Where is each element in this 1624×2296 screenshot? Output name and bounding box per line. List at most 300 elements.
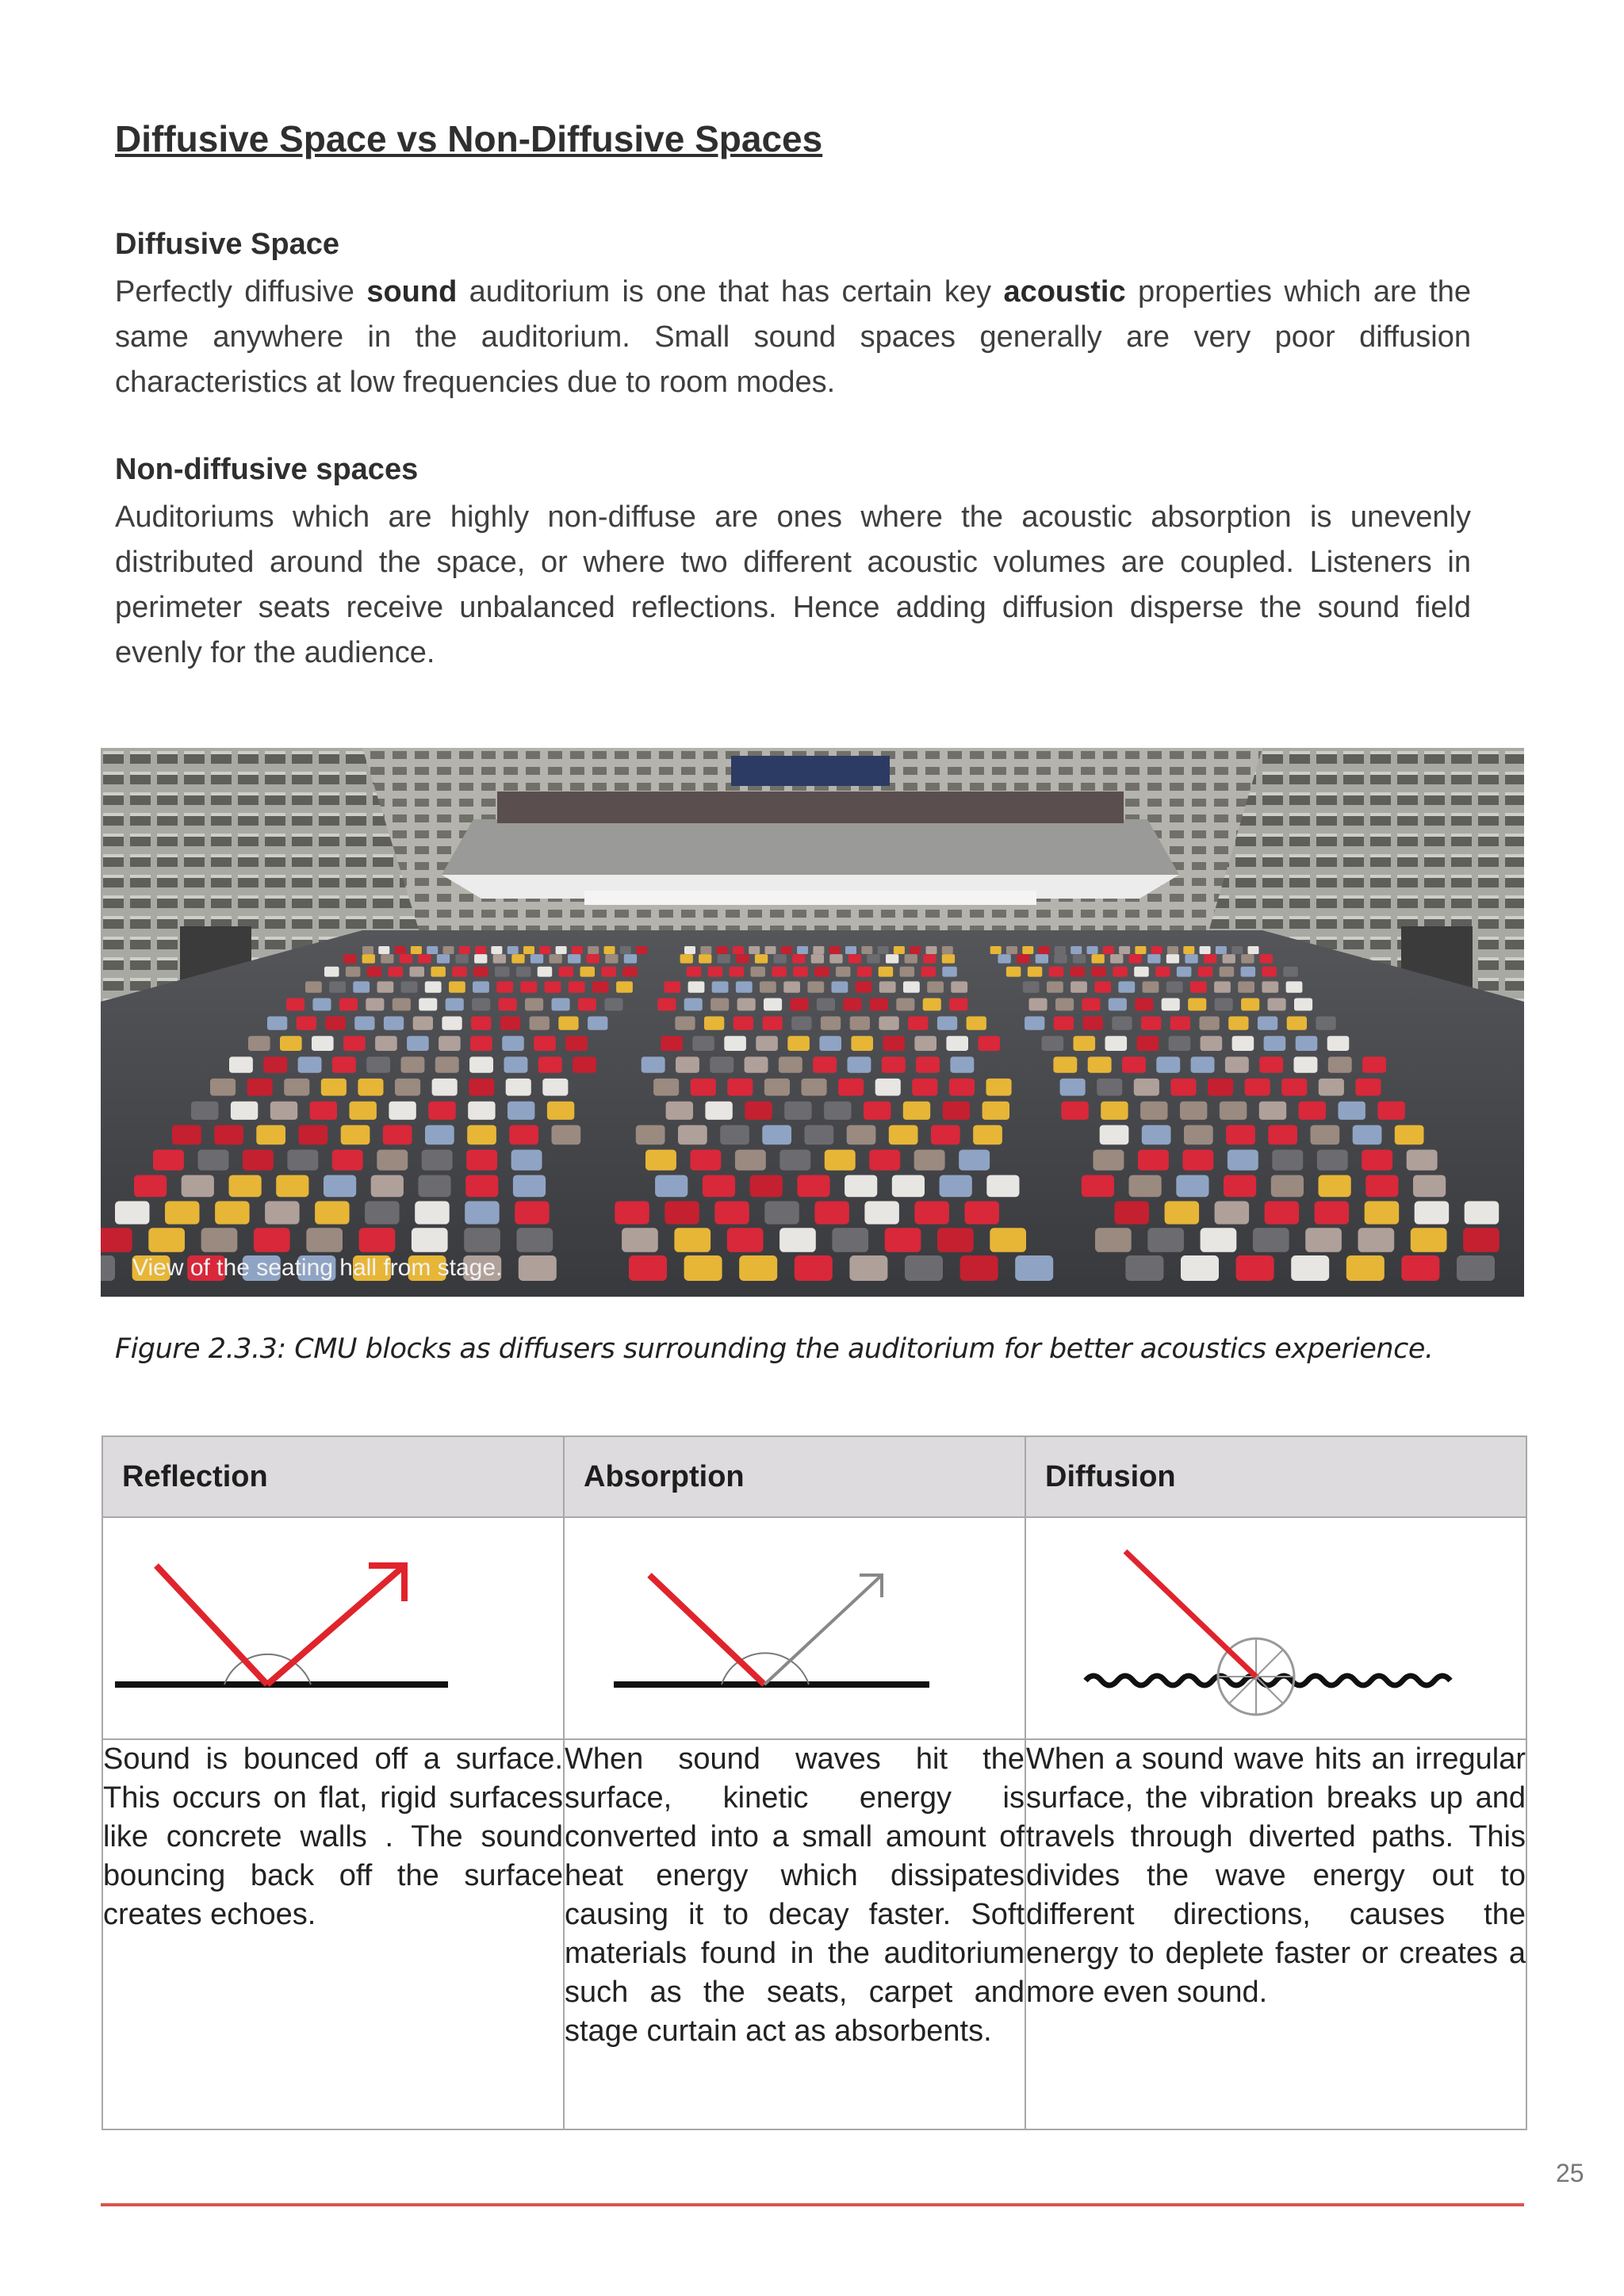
seat — [1291, 1255, 1329, 1281]
seat — [717, 946, 728, 954]
seat — [733, 1017, 753, 1030]
seat — [1155, 967, 1170, 977]
seat — [1225, 1056, 1249, 1072]
seat — [1236, 1255, 1274, 1281]
seat — [339, 999, 358, 1011]
seat — [428, 1102, 455, 1120]
seat — [1129, 1175, 1162, 1198]
seat — [115, 1202, 150, 1225]
seat — [542, 1079, 568, 1096]
seat — [1259, 1056, 1283, 1072]
seat — [1268, 999, 1286, 1011]
seat — [885, 1228, 921, 1252]
seat — [1042, 1036, 1064, 1051]
seat — [523, 946, 534, 954]
seat — [843, 999, 861, 1011]
seat — [1228, 1017, 1248, 1030]
seat — [1047, 981, 1063, 992]
seat — [1147, 1228, 1184, 1252]
seat — [470, 1036, 492, 1051]
seat — [653, 1079, 679, 1096]
seat — [795, 1255, 833, 1281]
seat — [892, 1175, 925, 1198]
seat — [704, 1017, 724, 1030]
seat — [737, 999, 756, 1011]
seat — [456, 954, 469, 964]
seat — [1100, 1125, 1129, 1145]
seat — [165, 1202, 200, 1225]
seat — [552, 1125, 581, 1145]
seat — [425, 1125, 454, 1145]
seat — [1036, 954, 1048, 964]
seat — [572, 946, 583, 954]
seat — [1216, 946, 1227, 954]
absorption-description: When sound waves hit the surface, kinetic energy is converted into a small amount of heat energy which dissipates causing it to decay faster. Soft materials found in the auditorium such as the seats, carpet and stage curtain act as absorbents. — [564, 1739, 1025, 2129]
seat — [1122, 1056, 1146, 1072]
seat — [464, 1228, 500, 1252]
seat — [1025, 1017, 1044, 1030]
seat — [569, 981, 585, 992]
seat — [1028, 967, 1043, 977]
seat — [329, 981, 346, 992]
seat — [469, 1056, 493, 1072]
seat — [857, 967, 872, 977]
seat — [797, 1175, 829, 1198]
seat — [1241, 967, 1256, 977]
seat — [791, 1017, 811, 1030]
seat — [1231, 946, 1243, 954]
seat — [1156, 1056, 1180, 1072]
seat — [1006, 967, 1021, 977]
seat — [500, 1017, 520, 1030]
absorption-diagram-cell — [564, 1517, 1025, 1739]
seat — [1190, 981, 1207, 992]
seat — [1087, 946, 1098, 954]
seat — [1260, 954, 1273, 964]
seat — [1315, 1202, 1350, 1225]
seat — [1362, 1056, 1386, 1072]
seat — [1113, 967, 1128, 977]
seat — [779, 1150, 810, 1171]
seat — [878, 946, 889, 954]
seat — [783, 981, 800, 992]
seat — [1134, 1079, 1159, 1096]
seat — [894, 946, 905, 954]
seat — [1208, 1079, 1233, 1096]
seat — [1125, 1255, 1163, 1281]
seat — [727, 1079, 753, 1096]
seat — [1082, 1175, 1114, 1198]
seat — [298, 1056, 322, 1072]
seat — [942, 946, 953, 954]
seat — [346, 967, 361, 977]
seat — [375, 1036, 397, 1051]
seat — [896, 999, 914, 1011]
seat — [1204, 954, 1216, 964]
seat — [967, 1017, 986, 1030]
seat — [1137, 1036, 1159, 1051]
seat — [315, 1202, 350, 1225]
seat — [366, 999, 384, 1011]
seat — [371, 1175, 404, 1198]
seat — [474, 954, 487, 964]
seat — [1129, 954, 1142, 964]
seat — [418, 954, 431, 964]
seat — [415, 1202, 450, 1225]
seat — [1061, 1102, 1088, 1120]
seat — [538, 1056, 562, 1072]
seat — [916, 1056, 940, 1072]
seat — [1262, 967, 1277, 977]
photo-overlay-caption: View of the seating hall from stage. — [132, 1255, 503, 1281]
seat — [680, 954, 693, 964]
seat — [449, 981, 465, 992]
seat — [792, 954, 805, 964]
seat — [736, 981, 753, 992]
seat — [389, 967, 404, 977]
seat — [362, 946, 373, 954]
seat — [1245, 1079, 1270, 1096]
seat — [684, 999, 703, 1011]
seat — [511, 1150, 542, 1171]
seat — [712, 981, 729, 992]
seat — [263, 1056, 287, 1072]
seat — [949, 999, 967, 1011]
seat — [520, 981, 537, 992]
seat — [750, 1175, 783, 1198]
seat — [751, 967, 766, 977]
seat — [1118, 981, 1135, 992]
seat — [676, 1056, 699, 1072]
seat — [354, 1017, 374, 1030]
seat — [674, 1228, 710, 1252]
seat — [299, 1125, 328, 1145]
seat — [1092, 954, 1105, 964]
seat — [1134, 967, 1149, 977]
seat — [1463, 1228, 1500, 1252]
seat — [710, 999, 729, 1011]
reflection-description: Sound is bounced off a surface. This occurs on flat, rigid surfaces like concrete walls . The sound bouncing back off the surface creates echoes. — [102, 1739, 564, 2129]
seat — [1023, 981, 1040, 992]
seat — [1220, 967, 1235, 977]
seat — [1055, 999, 1074, 1011]
seat — [1074, 1036, 1096, 1051]
seat — [215, 1202, 250, 1225]
seat — [931, 1125, 960, 1145]
seat — [1151, 946, 1162, 954]
seat — [1294, 1056, 1318, 1072]
seat — [401, 1056, 425, 1072]
seat — [401, 981, 418, 992]
seat — [395, 1079, 420, 1096]
seat — [1241, 999, 1259, 1011]
seat — [791, 999, 809, 1011]
seat — [1224, 1175, 1256, 1198]
seat — [410, 967, 425, 977]
seat — [986, 1079, 1012, 1096]
seat — [883, 1036, 905, 1051]
seat — [1353, 1125, 1382, 1145]
seat — [1071, 946, 1082, 954]
seat — [692, 1036, 714, 1051]
seat — [1377, 1102, 1404, 1120]
seat — [661, 1036, 683, 1051]
seat — [427, 946, 438, 954]
seat — [411, 946, 422, 954]
seat — [1214, 981, 1231, 992]
seat — [1286, 981, 1303, 992]
seat — [366, 1056, 390, 1072]
seat — [358, 1079, 383, 1096]
seat — [657, 999, 676, 1011]
seat — [850, 1017, 870, 1030]
seat — [870, 999, 888, 1011]
seat — [1299, 1102, 1326, 1120]
seat — [1166, 954, 1179, 964]
seat — [153, 1150, 184, 1171]
seat — [1060, 1079, 1086, 1096]
seat — [442, 1017, 462, 1030]
seat — [383, 1125, 412, 1145]
seat — [1200, 1017, 1220, 1030]
seat — [214, 1125, 243, 1145]
seat — [530, 1017, 550, 1030]
seat — [937, 1228, 974, 1252]
seat — [1094, 1150, 1124, 1171]
seat — [1095, 1228, 1132, 1252]
seat — [813, 946, 824, 954]
seat — [764, 1079, 790, 1096]
seat — [927, 981, 944, 992]
seat — [499, 999, 517, 1011]
seat — [395, 946, 406, 954]
seat — [1167, 946, 1178, 954]
seat — [1071, 967, 1086, 977]
seat — [867, 954, 879, 964]
seat — [666, 1102, 693, 1120]
seat — [504, 1056, 528, 1072]
page-number: 25 — [1556, 2159, 1584, 2187]
seat — [1339, 1102, 1365, 1120]
seat — [439, 1036, 461, 1051]
seat — [814, 1202, 849, 1225]
seat — [284, 1079, 309, 1096]
seat — [1316, 1017, 1335, 1030]
seat — [864, 1202, 899, 1225]
seat — [772, 967, 787, 977]
seat — [1135, 946, 1146, 954]
seat — [1169, 1036, 1191, 1051]
seat — [565, 1036, 588, 1051]
seat — [556, 946, 567, 954]
seat — [1271, 1175, 1304, 1198]
seat — [310, 1102, 337, 1120]
seat — [616, 981, 633, 992]
non-diffusive-paragraph: Auditoriums which are highly non-diffuse are ones where the acoustic absorption is unevenly distributed around the space, or where two different acoustic volumes are coupled. Listeners in perimeter seats receive unbalanced reflections. Hence adding diffusion disperse the sound field evenly for the audience. — [115, 500, 1471, 669]
seat — [735, 1150, 766, 1171]
section-heading-diffusive: Diffusive Space — [115, 228, 339, 261]
seat — [443, 946, 454, 954]
seat — [517, 1228, 553, 1252]
seat — [547, 1102, 574, 1120]
seat — [1248, 946, 1259, 954]
seat — [861, 946, 872, 954]
seat — [491, 946, 502, 954]
seat — [736, 954, 749, 964]
seat — [942, 967, 957, 977]
seat — [605, 954, 618, 964]
seat — [622, 1228, 658, 1252]
seat — [946, 1036, 968, 1051]
seat — [1083, 1017, 1103, 1030]
seat — [332, 1056, 356, 1072]
seat — [324, 1175, 356, 1198]
seat — [1110, 954, 1123, 964]
seat — [1272, 1150, 1303, 1171]
seat — [1319, 1079, 1344, 1096]
seat — [724, 1036, 746, 1051]
seat — [1039, 946, 1050, 954]
seat — [1264, 1036, 1286, 1051]
seat — [1054, 1017, 1074, 1030]
seat — [1226, 1125, 1255, 1145]
seat — [559, 967, 574, 977]
seat — [1201, 1036, 1223, 1051]
seat — [341, 1125, 370, 1145]
seat — [229, 1056, 253, 1072]
seat — [515, 1202, 550, 1225]
seat — [413, 1017, 433, 1030]
seat — [1191, 1056, 1215, 1072]
seat — [384, 1017, 404, 1030]
diffusion-diagram-cell — [1025, 1517, 1526, 1739]
seat — [465, 1202, 500, 1225]
seat — [763, 1017, 783, 1030]
seat — [762, 1125, 791, 1145]
seat — [1006, 946, 1017, 954]
seat — [1262, 981, 1278, 992]
seat — [805, 1125, 834, 1145]
seat — [845, 946, 856, 954]
seat — [286, 999, 304, 1011]
seat — [525, 999, 543, 1011]
seat — [578, 999, 596, 1011]
seat — [1119, 946, 1130, 954]
seat — [923, 954, 936, 964]
seat — [990, 1228, 1026, 1252]
seat — [622, 967, 638, 977]
seat — [1358, 1228, 1395, 1252]
seat — [811, 954, 824, 964]
seat — [691, 1079, 716, 1096]
acoustics-comparison-table — [102, 1435, 1527, 2130]
seat — [519, 1255, 557, 1281]
footer-rule — [101, 2203, 1524, 2206]
seat — [1091, 967, 1106, 977]
seat — [699, 954, 711, 964]
absorption-diagram — [565, 1518, 1025, 1738]
seat — [256, 1125, 285, 1145]
seat — [1143, 981, 1159, 992]
seat — [829, 946, 841, 954]
seat — [350, 1102, 377, 1120]
seat — [362, 954, 375, 964]
seat — [1228, 1150, 1258, 1171]
seat — [914, 1036, 936, 1051]
seat — [1073, 954, 1086, 964]
seat — [940, 1175, 972, 1198]
seat — [513, 1175, 546, 1198]
seat — [592, 981, 609, 992]
seat — [1055, 946, 1066, 954]
seat — [601, 967, 616, 977]
seat — [1053, 1056, 1077, 1072]
seat — [502, 1036, 524, 1051]
seat — [781, 946, 792, 954]
seat — [1101, 1102, 1128, 1120]
seat — [1188, 999, 1206, 1011]
seat — [1365, 1175, 1398, 1198]
seat — [793, 967, 808, 977]
seat — [1258, 1017, 1277, 1030]
seat — [254, 1228, 290, 1252]
seat — [1457, 1255, 1495, 1281]
seat — [148, 1228, 185, 1252]
seat — [903, 981, 920, 992]
seat — [1135, 999, 1153, 1011]
seat — [875, 1079, 901, 1096]
seat — [495, 967, 510, 977]
seat — [1311, 1125, 1340, 1145]
seat — [1103, 946, 1114, 954]
seat — [1328, 1056, 1352, 1072]
seat — [813, 1056, 837, 1072]
seat — [432, 1079, 458, 1096]
page-title: Diffusive Space vs Non-Diffusive Spaces — [115, 118, 823, 159]
seat — [1317, 1150, 1348, 1171]
seat — [508, 1102, 534, 1120]
seat — [687, 967, 702, 977]
seat — [879, 1017, 898, 1030]
seat — [807, 981, 824, 992]
seat — [745, 1102, 772, 1120]
seat — [1097, 1079, 1122, 1096]
seat — [377, 1150, 408, 1171]
seat — [845, 1175, 877, 1198]
auditorium-photo — [101, 748, 1524, 1297]
seat — [847, 1125, 876, 1145]
seat — [1220, 1102, 1247, 1120]
seat — [377, 981, 394, 992]
seat — [324, 967, 339, 977]
seat — [538, 967, 553, 977]
seat — [1355, 1079, 1381, 1096]
seat — [749, 946, 760, 954]
seat — [684, 1255, 722, 1281]
seat — [1281, 1079, 1307, 1096]
seat — [864, 1102, 891, 1120]
seat — [1184, 1125, 1213, 1145]
seat — [1094, 981, 1111, 992]
seat — [267, 1017, 287, 1030]
seat — [1182, 1150, 1213, 1171]
table-diagram-row — [102, 1517, 1526, 1739]
seat — [550, 954, 562, 964]
seat — [472, 999, 490, 1011]
seat — [910, 946, 921, 954]
seat — [937, 1017, 957, 1030]
seat — [365, 1202, 400, 1225]
